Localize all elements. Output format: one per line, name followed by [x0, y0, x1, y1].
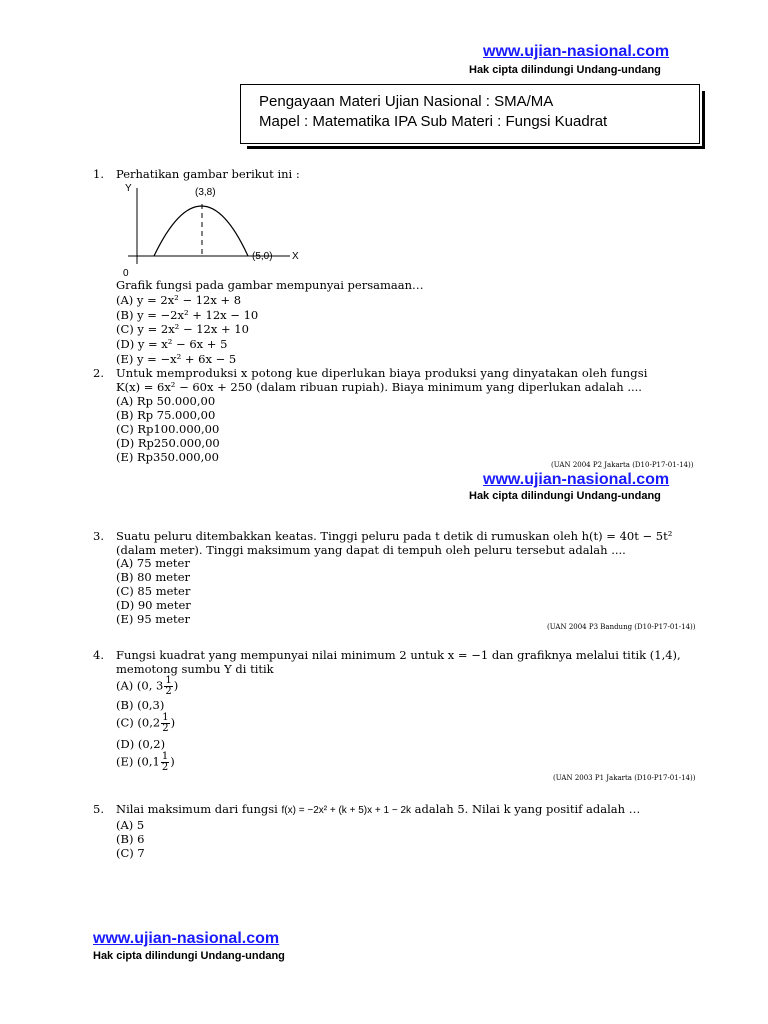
q2-line-1: Untuk memproduksi x potong kue diperlukan biaya produksi yang dinyatakan oleh fungsi	[116, 366, 648, 380]
footer-site-link[interactable]: www.ujian-nasional.com	[93, 930, 280, 947]
q1-option-b: (B) y = −2x² + 12x − 10	[116, 308, 259, 322]
fraction-denominator: 2	[165, 686, 172, 697]
graph-y-label: Y	[125, 183, 132, 194]
q3-line-1: Suatu peluru ditembakkan keatas. Tinggi peluru pada t detik di rumuskan oleh h(t) = 40t − 5t²	[116, 529, 673, 543]
q4-option-d: (D) (0,2)	[116, 737, 166, 751]
q4-line-1: Fungsi kuadrat yang mempunyai nilai minimum 2 untuk x = −1 dan grafiknya melalui titik (1,4),	[116, 648, 681, 662]
q1-option-a: (A) y = 2x² − 12x + 8	[116, 293, 242, 307]
title-line-2: Mapel : Matematika IPA Sub Materi : Fungsi Kuadrat	[259, 113, 608, 130]
fraction-denominator: 2	[161, 762, 169, 773]
graph-parabola	[154, 206, 248, 256]
q1-option-e: (E) y = −x² + 6x − 5	[116, 352, 237, 366]
q3-number: 3.	[93, 529, 104, 543]
fraction-half	[161, 713, 169, 734]
fraction-denominator: 2	[162, 723, 169, 734]
footer-copyright: Hak cipta dilindungi Undang-undang	[93, 950, 285, 962]
q1-option-c: (C) y = 2x² − 12x + 10	[116, 322, 249, 336]
graph-origin-label: 0	[123, 268, 129, 279]
q1-number: 1.	[93, 167, 104, 181]
q5-formula: f(x) = −2x² + (k + 5)x + 1 − 2k	[281, 805, 412, 816]
q5-line	[116, 802, 640, 818]
q4-option-c-prefix: (C) (0,2	[116, 715, 161, 730]
q2-option-b: (B) Rp 75.000,00	[116, 408, 216, 422]
q2-line-2: K(x) = 6x² − 60x + 250 (dalam ribuan rupiah). Biaya minimum yang diperlukan adalah ....	[116, 380, 642, 394]
q3-option-d: (D) 90 meter	[116, 598, 191, 612]
q4-option-a-prefix: (A) (0, 3	[116, 678, 164, 693]
graph-vertex-label: (3,8)	[195, 187, 216, 198]
q4-line-2: memotong sumbu Y di titik	[116, 662, 274, 676]
q4-option-c-suffix: )	[170, 715, 176, 730]
fraction-numerator: 1	[162, 712, 169, 723]
q5-option-b: (B) 6	[116, 832, 145, 846]
q3-option-c: (C) 85 meter	[116, 584, 191, 598]
q4-number: 4.	[93, 648, 104, 662]
q2-number: 2.	[93, 366, 104, 380]
q5-number: 5.	[93, 802, 104, 816]
q4-source: (UAN 2003 P1 Jakarta (D10-P17-01-14))	[553, 774, 696, 782]
q4-option-a-suffix: )	[173, 678, 179, 693]
mid-copyright: Hak cipta dilindungi Undang-undang	[469, 490, 661, 502]
q5-option-a: (A) 5	[116, 818, 145, 832]
q4-option-e-prefix: (E) (0,1	[116, 754, 160, 769]
fraction-half	[161, 752, 169, 773]
fraction-half	[164, 676, 172, 697]
header-copyright: Hak cipta dilindungi Undang-undang	[469, 64, 661, 76]
q1-question: Grafik fungsi pada gambar mempunyai persamaan…	[116, 278, 424, 292]
q2-option-e: (E) Rp350.000,00	[116, 450, 219, 464]
q5-option-c: (C) 7	[116, 846, 145, 860]
q4-option-a	[116, 676, 178, 697]
q3-option-b: (B) 80 meter	[116, 570, 191, 584]
q3-option-a: (A) 75 meter	[116, 556, 190, 570]
q1-option-d: (D) y = x² − 6x + 5	[116, 337, 228, 351]
q2-source: (UAN 2004 P2 Jakarta (D10-P17-01-14))	[551, 461, 694, 469]
mid-site-link[interactable]: www.ujian-nasional.com	[483, 471, 670, 488]
q1-prompt: Perhatikan gambar berikut ini :	[116, 167, 300, 181]
fraction-numerator: 1	[161, 751, 169, 762]
q1-parabola-graph	[118, 182, 318, 282]
graph-x-label: X	[292, 251, 299, 262]
title-line-1: Pengayaan Materi Ujian Nasional : SMA/MA	[259, 93, 554, 110]
header-site-link[interactable]: www.ujian-nasional.com	[483, 43, 670, 60]
q3-option-e: (E) 95 meter	[116, 612, 190, 626]
q4-option-e	[116, 752, 175, 773]
q3-line-2: (dalam meter). Tinggi maksimum yang dapat di tempuh oleh peluru tersebut adalah ....	[116, 543, 626, 557]
q5-suffix: adalah 5. Nilai k yang positif adalah …	[414, 802, 641, 816]
graph-root-label: (5,0)	[252, 251, 273, 262]
title-box	[240, 84, 700, 144]
q2-option-d: (D) Rp250.000,00	[116, 436, 220, 450]
q4-option-b: (B) (0,3)	[116, 698, 165, 712]
q2-option-a: (A) Rp 50.000,00	[116, 394, 216, 408]
q2-option-c: (C) Rp100.000,00	[116, 422, 220, 436]
fraction-numerator: 1	[165, 675, 172, 686]
q5-prefix: Nilai maksimum dari fungsi	[116, 802, 278, 816]
q4-option-e-suffix: )	[170, 754, 175, 769]
q4-option-c	[116, 713, 175, 734]
q3-source: (UAN 2004 P3 Bandung (D10-P17-01-14))	[547, 623, 696, 631]
